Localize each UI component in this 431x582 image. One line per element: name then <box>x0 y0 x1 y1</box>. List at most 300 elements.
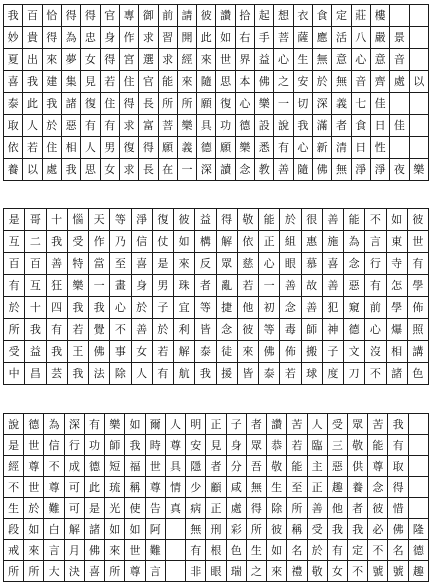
grid-cell: 為 <box>344 231 365 253</box>
grid-cell: 受 <box>307 519 327 540</box>
grid-cell: 航 <box>174 363 195 385</box>
grid-cell: 號 <box>388 561 408 582</box>
grid-cell: 心 <box>259 253 280 275</box>
grid-cell: 世 <box>24 477 44 498</box>
grid-cell: 得 <box>246 498 266 519</box>
grid-cell: 施 <box>322 231 343 253</box>
grid-row <box>4 93 429 115</box>
grid-cell: 德 <box>408 540 428 561</box>
grid-cell: 事 <box>110 341 131 363</box>
grid-row <box>4 435 429 456</box>
grid-cell: 佛 <box>259 341 280 363</box>
grid-cell: 來 <box>105 540 125 561</box>
grid-cell: 有 <box>152 363 173 385</box>
grid-cell: 有 <box>274 137 293 159</box>
grid-cell: 世 <box>24 435 44 456</box>
grid-cell: 所 <box>4 319 25 341</box>
grid-cell: 景 <box>390 27 409 49</box>
grid-cell: 慈 <box>237 253 258 275</box>
grid-cell: 有 <box>100 115 119 137</box>
grid-cell: 使 <box>125 498 145 519</box>
grid-cell: 百 <box>4 253 25 275</box>
grid-cell: 經 <box>177 49 196 71</box>
grid-cell: 意 <box>332 49 351 71</box>
grid-cell: 安 <box>186 435 206 456</box>
grid-cell: 專 <box>119 5 138 27</box>
grid-cell: 齊 <box>370 71 389 93</box>
grid-cell: 一 <box>274 93 293 115</box>
grid-row <box>4 231 429 253</box>
grid-cell: 佈 <box>280 341 301 363</box>
grid-cell: 食 <box>313 5 332 27</box>
grid-cell: 能 <box>158 71 177 93</box>
grid-cell: 乃 <box>110 231 131 253</box>
grid-cell: 來 <box>42 49 61 71</box>
grid-cell: 莊 <box>351 5 370 27</box>
grid-cell: 德 <box>24 414 44 435</box>
grid-cell: 集 <box>61 71 80 93</box>
grid-cell: 善 <box>274 159 293 181</box>
grid-cell: 彩 <box>226 519 246 540</box>
grid-cell: 深 <box>313 93 332 115</box>
grid-cell: 不 <box>347 561 367 582</box>
grid-cell <box>390 93 409 115</box>
grid-cell: 於 <box>42 115 61 137</box>
grid-cell: 此 <box>84 477 104 498</box>
grid-cell: 大 <box>44 561 64 582</box>
grid-cell: 以 <box>409 71 428 93</box>
grid-cell <box>409 93 428 115</box>
grid-cell: 窺 <box>344 297 365 319</box>
grid-cell: 沒 <box>365 341 386 363</box>
grid-cell: 音 <box>390 49 409 71</box>
grid-cell: 得 <box>100 49 119 71</box>
grid-cell: 性 <box>370 137 389 159</box>
grid-row <box>4 159 429 181</box>
grid-cell: 等 <box>259 319 280 341</box>
grid-cell: 心 <box>274 49 293 71</box>
grid-cell: 言 <box>365 231 386 253</box>
grid-cell: 清 <box>332 137 351 159</box>
grid-cell: 生 <box>4 498 24 519</box>
grid-cell: 我 <box>46 341 67 363</box>
grid-cell: 二 <box>25 231 46 253</box>
grid-cell: 所 <box>246 519 266 540</box>
grid-cell: 狂 <box>46 275 67 297</box>
grid-row <box>4 71 429 93</box>
grid-cell: 益 <box>25 341 46 363</box>
grid-cell: 惡 <box>61 115 80 137</box>
grid-cell: 處 <box>226 498 246 519</box>
grid-cell: 心 <box>351 49 370 71</box>
grid-cell: 特 <box>67 253 88 275</box>
grid-row <box>4 341 429 363</box>
grid-cell <box>409 49 428 71</box>
grid-row <box>4 115 429 137</box>
grid-cell: 人 <box>81 137 100 159</box>
grid-cell: 利 <box>174 319 195 341</box>
grid-cell: 夏 <box>4 49 23 71</box>
grid-cell: 敬 <box>267 456 287 477</box>
grid-cell: 中 <box>4 363 25 385</box>
grid-cell: 神 <box>322 319 343 341</box>
grid-cell: 具 <box>197 115 216 137</box>
grid-cell: 彼 <box>237 319 258 341</box>
grid-cell: 惡 <box>344 275 365 297</box>
grid-cell: 深 <box>64 414 84 435</box>
grid-cell: 瑞 <box>226 561 246 582</box>
grid-cell: 亂 <box>216 275 237 297</box>
grid-cell: 供 <box>347 456 367 477</box>
grid-cell: 信 <box>44 435 64 456</box>
grid-cell: 受 <box>67 231 88 253</box>
grid-cell: 彼 <box>267 519 287 540</box>
grid-cell: 八 <box>351 27 370 49</box>
grid-cell: 拾 <box>235 5 254 27</box>
grid-cell <box>165 540 185 561</box>
grid-row <box>4 27 429 49</box>
grid-cell: 我 <box>293 115 312 137</box>
grid-cell: 樂 <box>235 137 254 159</box>
grid-cell: 開 <box>177 27 196 49</box>
grid-cell: 義 <box>177 137 196 159</box>
grid-cell: 人 <box>307 414 327 435</box>
grid-cell: 有 <box>327 540 347 561</box>
grid-cell: 彼 <box>368 498 388 519</box>
grid-cell: 意 <box>370 49 389 71</box>
grid-cell: 色 <box>407 363 428 385</box>
grid-cell: 心 <box>293 137 312 159</box>
grid-cell: 在 <box>158 159 177 181</box>
grid-cell: 於 <box>152 319 173 341</box>
grid-cell: 喜 <box>4 71 23 93</box>
grid-cell: 想 <box>274 5 293 27</box>
grid-cell: 不 <box>368 540 388 561</box>
grid-cell: 男 <box>100 137 119 159</box>
grid-cell: 度 <box>322 363 343 385</box>
grid-cell: 切 <box>293 93 312 115</box>
grid-cell: 白 <box>44 519 64 540</box>
grid-cell: 敬 <box>347 435 367 456</box>
grid-cell: 請 <box>177 5 196 27</box>
grid-cell: 求 <box>119 159 138 181</box>
grid-cell: 眾 <box>216 253 237 275</box>
grid-cell: 十 <box>25 297 46 319</box>
grid-cell: 念 <box>216 319 237 341</box>
grid-cell: 很 <box>301 209 322 231</box>
grid-cell: 若 <box>67 319 88 341</box>
grid-cell: 哥 <box>25 209 46 231</box>
grid-cell: 來 <box>24 540 44 561</box>
grid-cell: 住 <box>100 93 119 115</box>
grid-cell: 不 <box>365 209 386 231</box>
grid-cell: 如 <box>125 519 145 540</box>
grid-cell: 富 <box>139 115 158 137</box>
grid-cell: 彼 <box>197 5 216 27</box>
grid-cell: 文 <box>344 341 365 363</box>
grid-cell: 恰 <box>42 5 61 27</box>
grid-cell: 稱 <box>125 477 145 498</box>
grid-cell: 心 <box>235 93 254 115</box>
grid-cell: 芸 <box>46 363 67 385</box>
grid-cell: 思 <box>81 159 100 181</box>
grid-cell: 如 <box>105 519 125 540</box>
grid-cell: 昌 <box>25 363 46 385</box>
grid-cell: 隨 <box>293 159 312 181</box>
grid-cell: 我 <box>61 159 80 181</box>
grid-cell: 深 <box>197 159 216 181</box>
grid-cell: 尊 <box>24 456 44 477</box>
grid-cell: 禮 <box>287 561 307 582</box>
grid-cell: 一 <box>89 275 110 297</box>
grid-cell: 惜 <box>388 498 408 519</box>
grid-cell: 來 <box>237 341 258 363</box>
grid-cell: 身 <box>131 275 152 297</box>
grid-cell: 新 <box>313 137 332 159</box>
grid-cell: 住 <box>119 71 138 93</box>
grid-cell: 來 <box>174 253 195 275</box>
grid-cell: 有 <box>46 319 67 341</box>
grid-cell: 泰 <box>4 93 23 115</box>
grid-cell: 主 <box>307 456 327 477</box>
grid-cell: 百 <box>23 5 42 27</box>
grid-cell: 選 <box>139 49 158 71</box>
grid-cell: 心 <box>365 319 386 341</box>
grid-cell: 行 <box>365 253 386 275</box>
grid-cell: 妙 <box>4 27 23 49</box>
grid-cell: 作 <box>89 231 110 253</box>
grid-cell: 手 <box>255 27 274 49</box>
grid-cell <box>408 498 428 519</box>
grid-cell: 所 <box>105 561 125 582</box>
grid-cell: 習 <box>158 27 177 49</box>
grid-cell: 於 <box>313 71 332 93</box>
grid-cell: 滿 <box>313 115 332 137</box>
grid-cell: 球 <box>301 363 322 385</box>
grid-cell: 可 <box>64 477 84 498</box>
grid-cell: 尊 <box>125 561 145 582</box>
grid-cell: 應 <box>313 27 332 49</box>
grid-cell: 分 <box>226 456 246 477</box>
grid-cell: 反 <box>195 253 216 275</box>
grid-cell: 日 <box>370 115 389 137</box>
grid-cell: 色 <box>226 540 246 561</box>
grid-cell: 是 <box>152 253 173 275</box>
grid-cell: 決 <box>64 561 84 582</box>
grid-cell: 佈 <box>407 297 428 319</box>
grid-cell: 我 <box>195 363 216 385</box>
grid-cell: 樂 <box>105 414 125 435</box>
grid-cell: 無 <box>313 49 332 71</box>
grid-cell: 德 <box>344 319 365 341</box>
grid-cell: 趣 <box>408 561 428 582</box>
grid-cell: 我 <box>23 71 42 93</box>
grid-cell: 悉 <box>255 137 274 159</box>
grid-cell: 不 <box>110 319 131 341</box>
grid-cell: 解 <box>216 231 237 253</box>
grid-cell: 淨 <box>131 209 152 231</box>
grid-cell: 言 <box>44 540 64 561</box>
grid-cell: 願 <box>216 137 235 159</box>
grid-cell: 淨 <box>351 159 370 181</box>
grid-cell: 可 <box>64 498 84 519</box>
grid-cell: 來 <box>197 49 216 71</box>
grid-cell: 人 <box>23 115 42 137</box>
grid-cell: 根 <box>206 540 226 561</box>
grid-row <box>4 519 429 540</box>
grid-cell: 十 <box>46 209 67 231</box>
grid-cell: 少 <box>186 477 206 498</box>
grid-cell: 若 <box>237 275 258 297</box>
grid-cell: 我 <box>67 363 88 385</box>
grid-cell: 得 <box>119 93 138 115</box>
grid-cell: 念 <box>280 297 301 319</box>
grid-row <box>4 363 429 385</box>
grid-cell: 之 <box>246 561 266 582</box>
grid-cell: 此 <box>23 93 42 115</box>
grid-cell: 難 <box>145 540 165 561</box>
grid-cell: 益 <box>255 49 274 71</box>
grid-cell: 之 <box>274 71 293 93</box>
grid-cell: 援 <box>216 363 237 385</box>
grid-cell: 組 <box>280 231 301 253</box>
grid-cell: 正 <box>206 498 226 519</box>
grid-cell: 善 <box>322 209 343 231</box>
grid-cell: 至 <box>287 477 307 498</box>
grid-cell: 來 <box>267 561 287 582</box>
grid-cell: 珠 <box>174 275 195 297</box>
grid-cell: 食 <box>351 115 370 137</box>
grid-cell: 者 <box>332 115 351 137</box>
grid-cell: 皆 <box>237 363 258 385</box>
grid-cell: 天 <box>89 209 110 231</box>
grid-cell: 隆 <box>408 519 428 540</box>
grid-cell: 諸 <box>61 93 80 115</box>
grid-cell: 貴 <box>23 27 42 49</box>
grid-cell: 名 <box>388 540 408 561</box>
grid-cell: 言 <box>145 561 165 582</box>
grid-cell: 夜 <box>390 159 409 181</box>
grid-cell: 活 <box>332 27 351 49</box>
grid-cell: 經 <box>4 456 24 477</box>
grid-cell: 此 <box>197 27 216 49</box>
grid-cell: 善 <box>301 297 322 319</box>
grid-cell: 音 <box>351 71 370 93</box>
grid-cell: 我 <box>46 231 67 253</box>
grid-cell: 三 <box>327 435 347 456</box>
grid-cell: 彼 <box>407 209 428 231</box>
grid-cell: 得 <box>61 5 80 27</box>
grid-cell: 當 <box>89 253 110 275</box>
grid-cell: 如 <box>267 540 287 561</box>
grid-cell: 定 <box>347 540 367 561</box>
grid-cell: 身 <box>100 27 119 49</box>
grid-row <box>4 49 429 71</box>
grid-cell: 七 <box>351 93 370 115</box>
grid-cell: 子 <box>152 297 173 319</box>
grid-cell: 者 <box>347 498 367 519</box>
grid-cell: 菩 <box>274 27 293 49</box>
grid-cell: 行 <box>64 435 84 456</box>
grid-cell: 善 <box>322 275 343 297</box>
grid-cell: 者 <box>246 414 266 435</box>
grid-cell: 得 <box>216 209 237 231</box>
grid-cell: 毒 <box>280 319 301 341</box>
grid-cell: 不 <box>44 456 64 477</box>
grid-cell: 眼 <box>280 253 301 275</box>
grid-cell: 照 <box>407 319 428 341</box>
grid-row <box>4 209 429 231</box>
grid-cell: 見 <box>81 71 100 93</box>
grid-cell: 寺 <box>386 253 407 275</box>
grid-cell: 處 <box>390 71 409 93</box>
character-grid-1 <box>3 4 429 181</box>
grid-cell: 求 <box>119 115 138 137</box>
grid-cell: 互 <box>25 275 46 297</box>
grid-cell: 右 <box>235 27 254 49</box>
grid-cell: 怎 <box>386 275 407 297</box>
grid-cell: 復 <box>81 93 100 115</box>
grid-cell: 讚 <box>216 5 235 27</box>
grid-cell: 心 <box>110 297 131 319</box>
grid-cell: 求 <box>139 27 158 49</box>
grid-cell: 若 <box>152 341 173 363</box>
grid-cell: 念 <box>368 477 388 498</box>
grid-cell: 如 <box>216 27 235 49</box>
grid-cell: 人 <box>131 363 152 385</box>
grid-cell: 有 <box>84 414 104 435</box>
grid-cell: 福 <box>125 456 145 477</box>
grid-cell: 佳 <box>390 115 409 137</box>
grid-cell: 讀 <box>216 159 235 181</box>
grid-cell: 除 <box>267 498 287 519</box>
grid-cell: 住 <box>42 137 61 159</box>
grid-cell: 受 <box>4 341 25 363</box>
grid-cell: 信 <box>131 231 152 253</box>
grid-cell: 他 <box>237 297 258 319</box>
grid-cell: 趣 <box>327 477 347 498</box>
grid-cell: 以 <box>23 159 42 181</box>
grid-cell: 善 <box>280 275 301 297</box>
grid-cell: 敬 <box>307 561 327 582</box>
grid-cell: 能 <box>344 209 365 231</box>
grid-cell: 善 <box>46 253 67 275</box>
grid-cell <box>409 5 428 27</box>
grid-cell: 互 <box>4 231 25 253</box>
grid-cell: 病 <box>186 498 206 519</box>
grid-cell: 日 <box>351 137 370 159</box>
grid-cell: 他 <box>327 498 347 519</box>
grid-cell: 忠 <box>81 27 100 49</box>
grid-cell: 作 <box>119 27 138 49</box>
grid-cell: 樂 <box>255 93 274 115</box>
grid-cell: 長 <box>139 159 158 181</box>
grid-cell <box>409 27 428 49</box>
grid-cell: 若 <box>23 137 42 159</box>
grid-cell: 得 <box>42 27 61 49</box>
grid-cell: 名 <box>287 540 307 561</box>
grid-cell: 如 <box>386 209 407 231</box>
grid-cell: 告 <box>145 498 165 519</box>
grid-cell: 一 <box>259 275 280 297</box>
grid-cell: 身 <box>226 435 246 456</box>
grid-cell: 如 <box>125 414 145 435</box>
grid-cell: 樓 <box>370 5 389 27</box>
grid-cell <box>390 5 409 27</box>
grid-cell: 定 <box>332 5 351 27</box>
grid-cell: 畫 <box>110 275 131 297</box>
grid-cell: 於 <box>307 540 327 561</box>
